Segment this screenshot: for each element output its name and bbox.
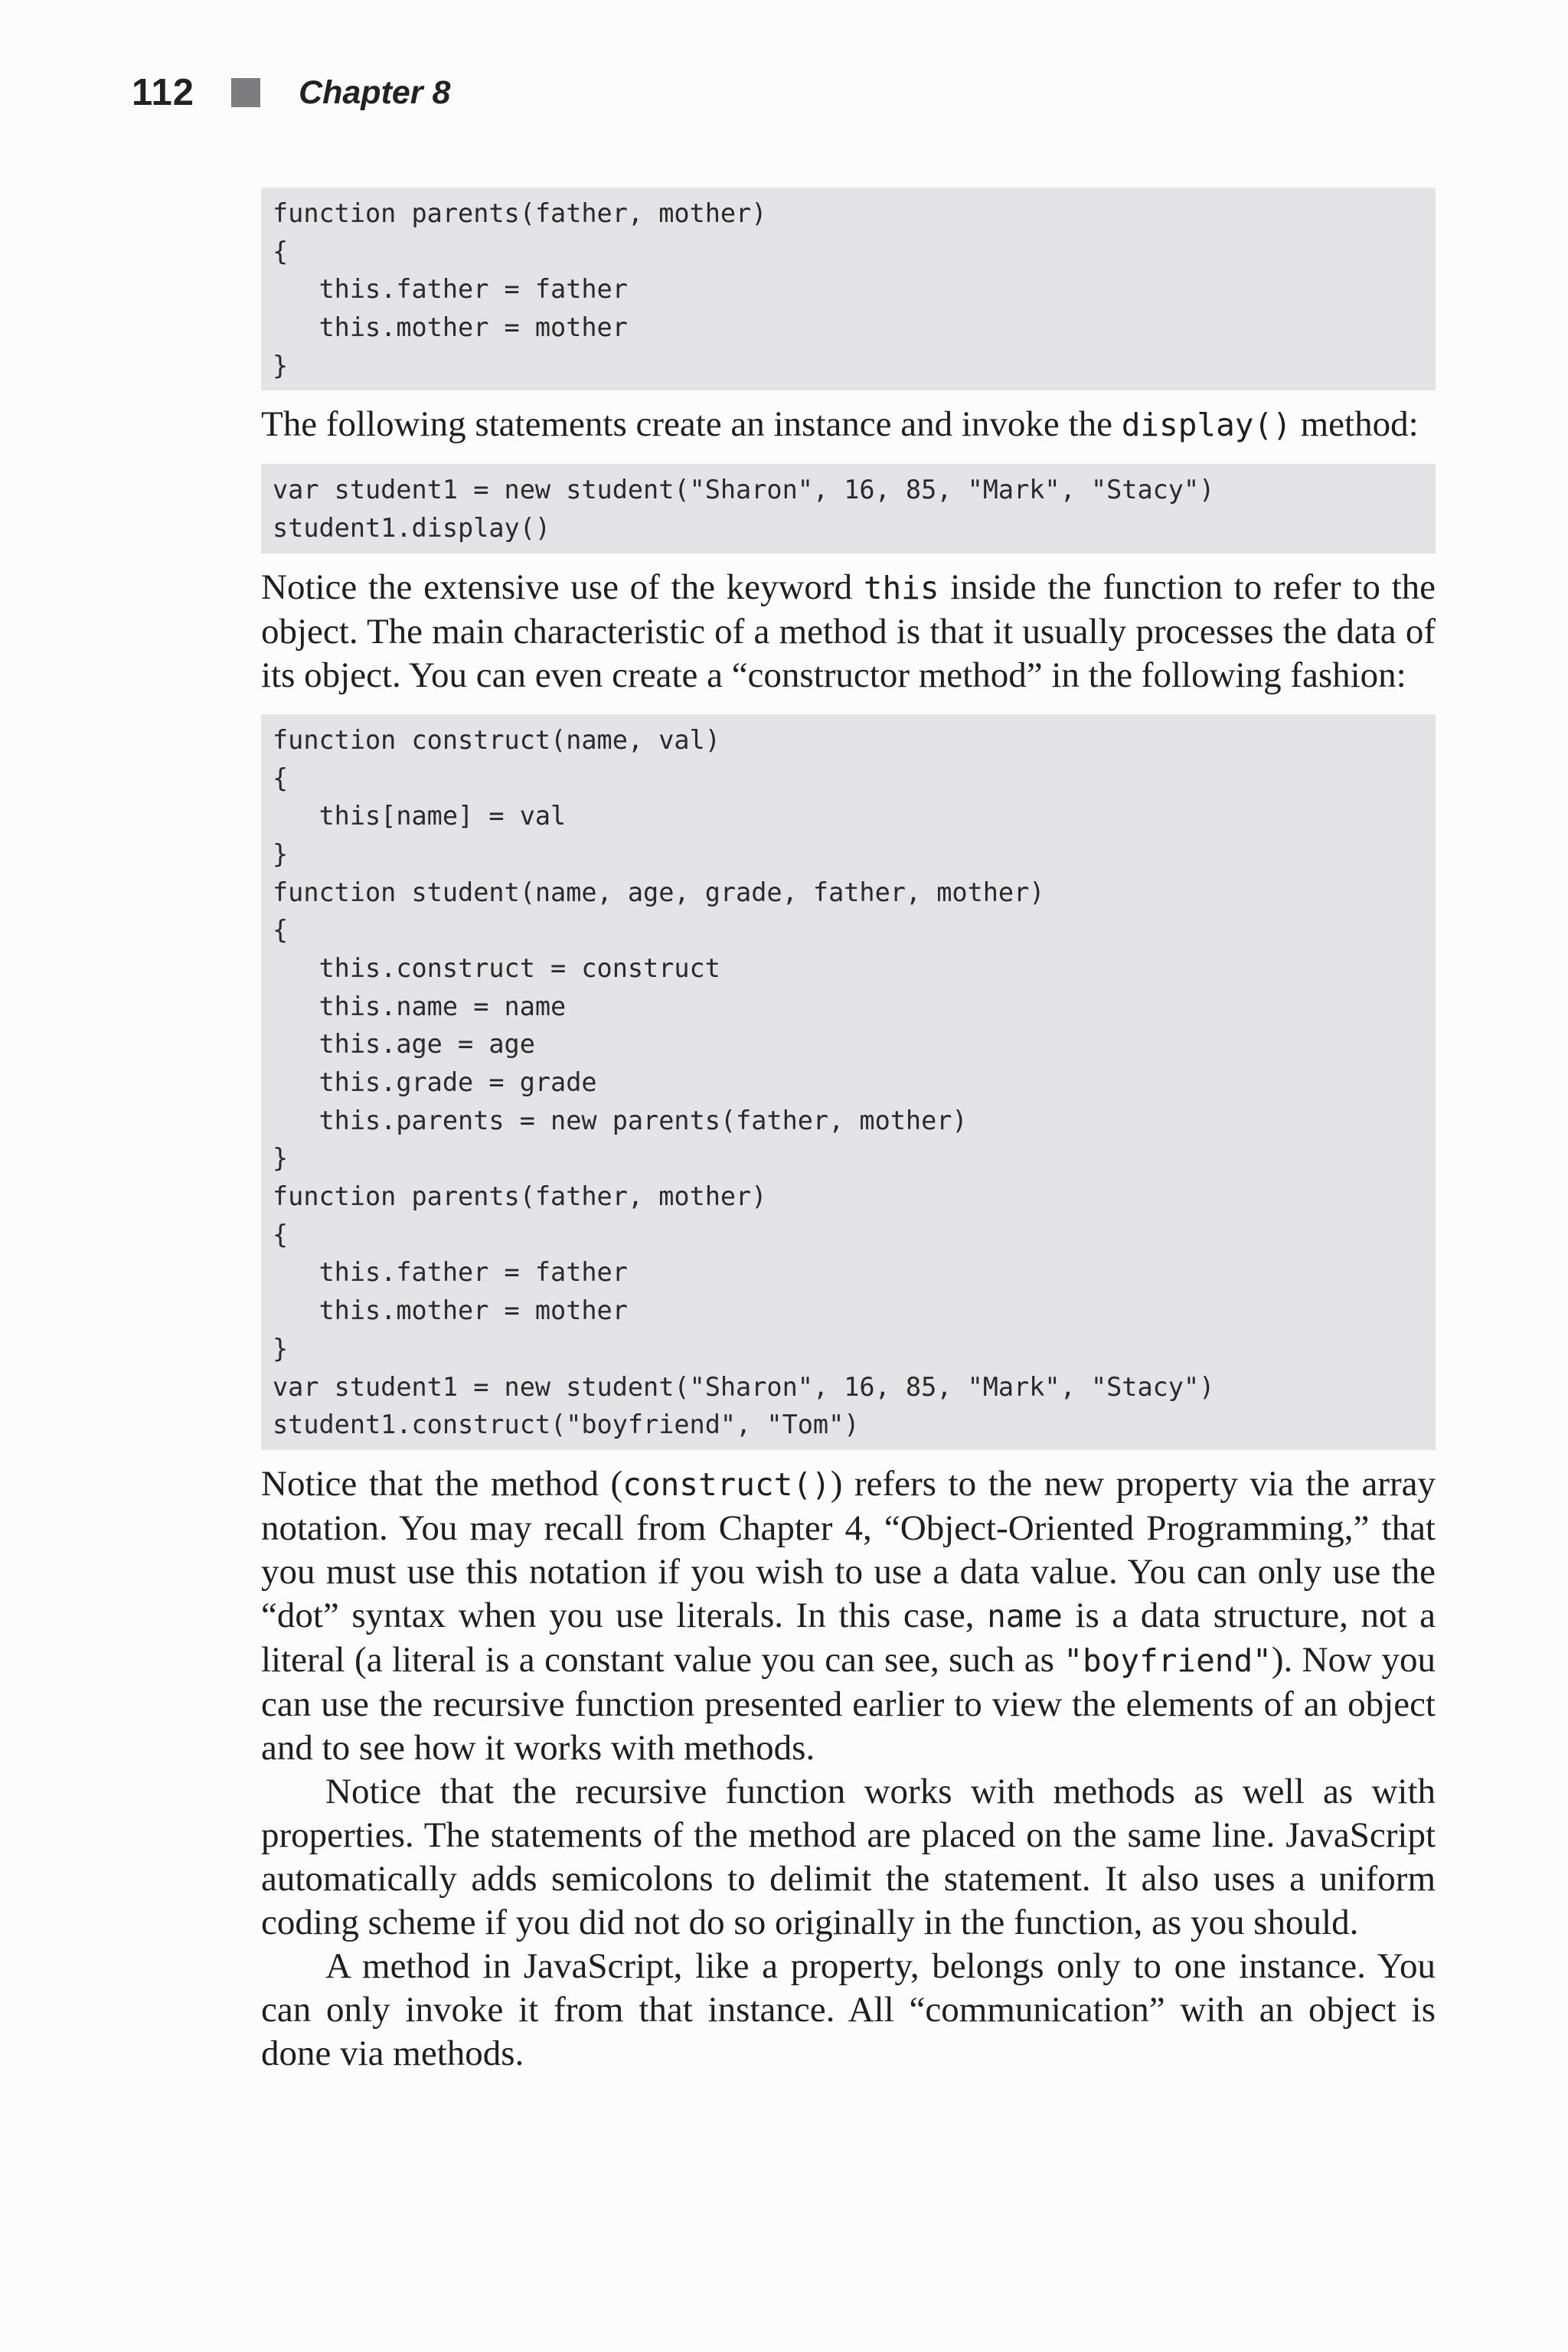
code-line: function parents(father, mother) (273, 198, 767, 228)
paragraph-this-keyword (261, 566, 1436, 697)
paragraph-array-notation (261, 1462, 1436, 1770)
code-line: { (273, 915, 289, 946)
code-line: this.grade = grade (273, 1067, 597, 1097)
code-line: var student1 = new student("Sharon", 16, 85, "Mark", "Stacy") (273, 475, 1215, 505)
text-run: inside the function to refer to the object. The main characteristic of a method is that it usually processes the data of its object. You can even create a “constructor method” in the following fashion: (261, 567, 1436, 695)
text-run: The following statements create an instance and invoke the (261, 404, 1122, 445)
paragraph-recursive-function: Notice that the recursive function works with methods as well as with properties. The statements of the method are placed on the same line. JavaScript automatically adds semicolons to delimit the statement. It also uses a uniform coding scheme if you did not do so originally in the function, as you should. (261, 1771, 1436, 1942)
code-line: this[name] = val (273, 801, 567, 831)
code-line: } (273, 1143, 289, 1174)
code-line: student1.display() (273, 513, 551, 544)
code-block-parents (261, 188, 1436, 390)
code-line: student1.construct("boyfriend", "Tom") (273, 1410, 860, 1440)
chapter-label: Chapter 8 (299, 74, 451, 111)
header-square-icon (231, 78, 260, 107)
code-line: this.construct = construct (273, 952, 720, 983)
code-line: this.mother = mother (273, 312, 628, 343)
inline-code: name (987, 1597, 1063, 1635)
code-line: } (273, 1333, 289, 1364)
code-line: function parents(father, mother) (273, 1181, 767, 1212)
text-run: is a data structure, not a literal (a literal is a constant value you can see, such as (261, 1595, 1436, 1680)
code-line: } (273, 838, 289, 869)
paragraph-method-instance: A method in JavaScript, like a property, belongs only to one instance. You can only invoke it from that instance. All “communication” with an object is done via methods. (261, 1945, 1436, 2073)
code-block-constructor (261, 714, 1436, 1450)
code-line: { (273, 236, 289, 266)
text-run: Notice the extensive use of the keyword (261, 567, 864, 607)
code-line: this.name = name (273, 991, 567, 1021)
code-line: var student1 = new student("Sharon", 16, 85, "Mark", "Stacy") (273, 1371, 1215, 1402)
text-run: method: (1291, 404, 1419, 445)
code-line: } (273, 350, 289, 381)
code-line: function student(name, age, grade, father, mother) (273, 877, 1045, 907)
running-head (132, 66, 450, 119)
inline-code: display() (1121, 407, 1292, 444)
code-line: { (273, 763, 289, 793)
code-block-create-instance (261, 464, 1436, 553)
code-line: function construct(name, val) (273, 724, 720, 755)
code-line: { (273, 1219, 289, 1250)
code-line: this.parents = new parents(father, mother) (273, 1105, 968, 1135)
code-line: this.mother = mother (273, 1295, 628, 1326)
inline-code: construct() (622, 1465, 831, 1503)
text-run: Notice that the method ( (261, 1463, 623, 1504)
page-content (261, 188, 1436, 2076)
text-run: ). Now you can use the recursive function presented earlier to view the elements of an object and to see how it works with methods. (261, 1639, 1436, 1768)
inline-code: "boyfriend" (1063, 1642, 1272, 1679)
text-run: ) refers to the new property via the array notation. You may recall from Chapter 4, “Object-Oriented Programming,” that you must use this notation if you wish to use a data value. You can only use the “dot” syntax when you use literals. In this case, (261, 1463, 1436, 1635)
code-line: this.age = age (273, 1029, 535, 1060)
code-line: this.father = father (273, 1257, 628, 1288)
paragraph-display-intro (261, 403, 1436, 447)
inline-code: this (863, 569, 939, 606)
page-number: 112 (132, 72, 195, 113)
code-line: this.father = father (273, 274, 628, 305)
